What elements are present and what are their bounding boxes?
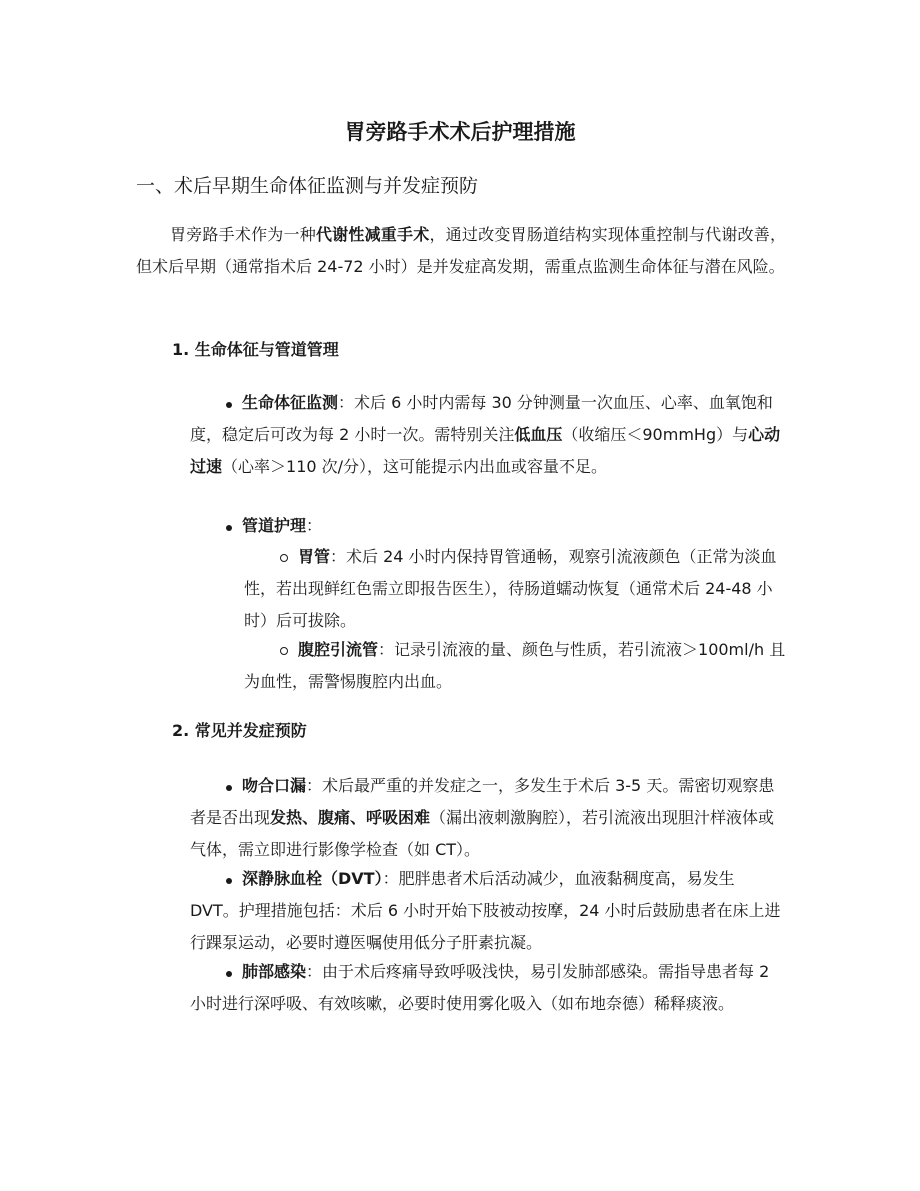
vital-signs-label: 生命体征监测 — [242, 393, 339, 412]
leak-text-2: （漏出液刺激胸腔），若引流液出现胆汁样液体或气体，需立即进行影像学检查（如 CT）。 — [190, 808, 775, 859]
bullet-circle-icon — [280, 647, 288, 655]
intro-bold-1: 代谢性减重手术 — [315, 225, 430, 244]
subsection-2-heading: 2. 常见并发症预防 — [172, 721, 307, 740]
gastric-tube-text: ：术后 24 小时内保持胃管通畅，观察引流液颜色（正常为淡血性，若出现鲜红色需立即报告医生），待肠道蠕动恢复（通常术后 24-48 小时）后可拔除。 — [244, 547, 777, 630]
list-item-vital-signs — [190, 387, 786, 483]
drain-tube-label: 腹腔引流管 — [298, 640, 379, 659]
pulmonary-label: 肺部感染 — [242, 962, 307, 981]
bullet-dot-icon — [226, 785, 232, 791]
pulmonary-text: ：由于术后疼痛导致呼吸浅快，易引发肺部感染。需指导患者每 2 小时进行深呼吸、有效咳嗽，必要时使用雾化吸入（如布地奈德）稀释痰液。 — [190, 962, 770, 1013]
tube-care-text: ： — [306, 516, 323, 535]
list-item-dvt — [190, 863, 786, 959]
tube-care-label: 管道护理 — [242, 516, 307, 535]
bullet-dot-icon — [226, 971, 232, 977]
vital-signs-bold-1: 低血压 — [514, 425, 563, 444]
vital-signs-bold-2: 心动过速 — [190, 425, 781, 476]
bullet-dot-icon — [226, 525, 232, 531]
section-1-heading: 一、术后早期生命体征监测与并发症预防 — [136, 175, 479, 197]
list-item-pulmonary-infection — [190, 956, 786, 1020]
bullet-dot-icon — [226, 402, 232, 408]
document-title: 胃旁路手术术后护理措施 — [344, 120, 576, 144]
leak-bold-1: 发热、腹痛、呼吸困难 — [270, 808, 431, 827]
subsection-1-heading: 1. 生命体征与管道管理 — [172, 340, 339, 359]
intro-text-2: ，通过改变胃肠道结构实现体重控制与代谢改善，但术后早期（通常指术后 24-72 小时）是并发症高发期，需重点监测生命体征与潜在风险。 — [136, 225, 786, 276]
leak-label: 吻合口漏 — [242, 776, 307, 795]
sublist-item-drain-tube — [244, 634, 786, 698]
gastric-tube-label: 胃管 — [298, 547, 331, 566]
vital-signs-text-2: （收缩压＜90mmHg）与 — [562, 425, 749, 444]
leak-text-1: ：术后最严重的并发症之一，多发生于术后 3-5 天。需密切观察患者是否出现 — [190, 776, 775, 827]
intro-text-1: 胃旁路手术作为一种 — [170, 225, 316, 244]
intro-paragraph — [136, 219, 786, 283]
vital-signs-text-1: ：术后 6 小时内需每 30 分钟测量一次血压、心率、血氧饱和度，稳定后可改为每 2 小时一次。需特别关注 — [190, 393, 773, 444]
list-item-anastomotic-leak — [190, 770, 786, 866]
sublist-item-gastric-tube — [244, 541, 786, 637]
bullet-dot-icon — [226, 878, 232, 884]
list-item-tube-care — [190, 510, 786, 542]
dvt-text: ：肥胖患者术后活动减少，血液黏稠度高，易发生 DVT。护理措施包括：术后 6 小时开始下肢被动按摩，24 小时后鼓励患者在床上进行踝泵运动，必要时遵医嘱使用低分子肝素抗凝。 — [190, 869, 781, 952]
dvt-label: 深静脉血栓（DVT） — [242, 869, 383, 888]
vital-signs-text-3: （心率＞110 次/分），这可能提示内出血或容量不足。 — [222, 457, 608, 476]
bullet-circle-icon — [280, 554, 288, 562]
drain-tube-text: ：记录引流液的量、颜色与性质，若引流液＞100ml/h 且为血性，需警惕腹腔内出血。 — [244, 640, 786, 691]
